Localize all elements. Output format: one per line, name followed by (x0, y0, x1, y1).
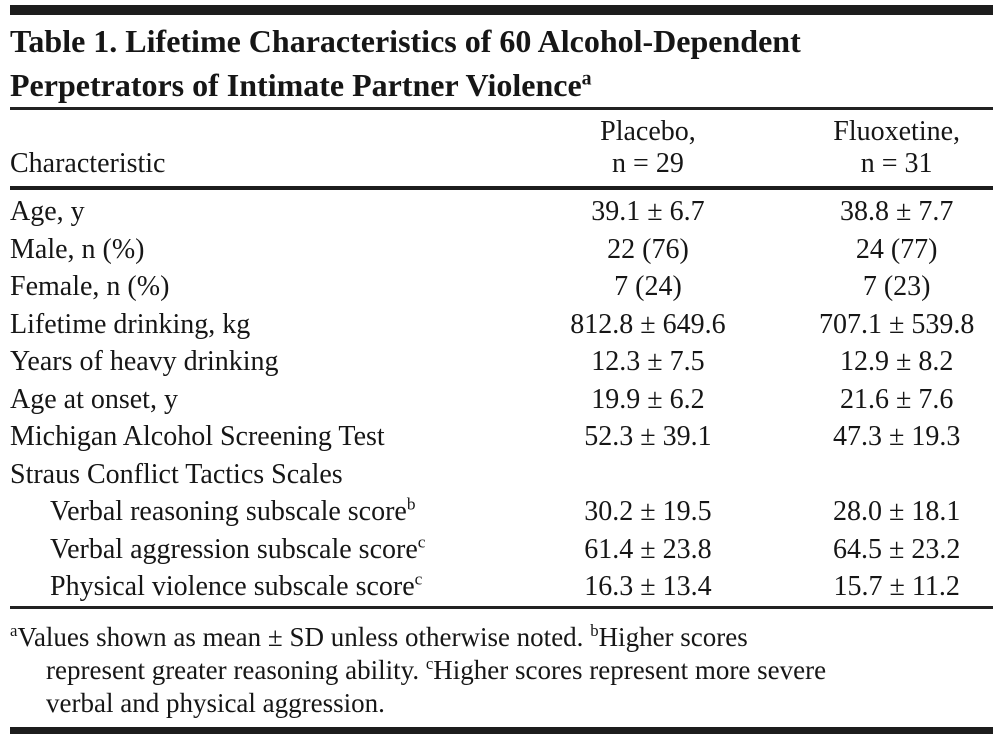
footnote-text: Higher scores represent more severe (433, 654, 827, 685)
bottom-rule (10, 727, 993, 734)
placebo-value-cell: 16.3 ± 13.4 (584, 571, 712, 602)
table-row (10, 456, 993, 494)
column-header-fluoxetine (800, 110, 993, 188)
table-row (10, 531, 993, 569)
row-label (10, 231, 496, 269)
placebo-value-cell: 19.9 ± 6.2 (591, 383, 705, 415)
placebo-value-cell: 812.8 ± 649.6 (570, 308, 726, 340)
placebo-header-n: n = 29 (612, 148, 684, 179)
fluoxetine-value-cell (800, 456, 993, 494)
row-label-text: Verbal reasoning subscale score (50, 496, 407, 527)
placebo-value-cell: 22 (76) (607, 233, 689, 265)
table-row (10, 418, 993, 456)
fluoxetine-value-cell: 64.5 ± 23.2 (832, 533, 961, 565)
row-label-text: Age at onset, y (10, 383, 178, 415)
fluoxetine-value-cell: 15.7 ± 11.2 (833, 571, 960, 602)
fluoxetine-value-cell: 47.3 ± 19.3 (832, 421, 961, 452)
fluoxetine-value-cell: 24 (77) (855, 233, 938, 265)
table-title-line-2-text: Perpetrators of Intimate Partner Violence (10, 67, 582, 103)
row-label-text: Michigan Alcohol Screening Test (10, 421, 385, 452)
table-footnote (10, 609, 993, 720)
table-row (10, 306, 993, 344)
row-label (10, 493, 496, 531)
column-header-characteristic: Characteristic (10, 110, 496, 188)
row-label-text: Female, n (%) (10, 271, 170, 302)
fluoxetine-header-label: Fluoxetine, (833, 116, 961, 147)
placebo-value-cell: 61.4 ± 23.8 (584, 533, 712, 565)
table-title-line-1: Table 1. Lifetime Characteristics of 60 Alcohol-Dependent (10, 23, 801, 59)
footnote-marker: c (425, 653, 434, 673)
row-label (10, 568, 496, 607)
footnote-text: verbal and physical aggression. (46, 687, 385, 718)
row-label-text: Years of heavy drinking (10, 346, 279, 377)
placebo-value-cell: 52.3 ± 39.1 (584, 421, 712, 452)
row-label-text: Lifetime drinking, kg (10, 308, 251, 340)
footnote-line (10, 687, 993, 720)
row-label (10, 418, 496, 456)
footnote-marker: a (10, 620, 18, 640)
row-label (10, 188, 496, 231)
table-row (10, 188, 993, 231)
fluoxetine-value-cell: 21.6 ± 7.6 (839, 383, 954, 415)
row-footnote-marker: b (406, 494, 416, 514)
placebo-value-cell: 7 (24) (614, 271, 682, 302)
table-title-line-2 (10, 63, 993, 107)
footnote-text: represent greater reasoning ability. (46, 654, 426, 685)
title-footnote-marker: a (581, 67, 592, 90)
placebo-value-cell: 39.1 ± 6.7 (591, 196, 705, 227)
top-rule (10, 5, 993, 15)
row-label-text: Physical violence subscale score (50, 571, 415, 602)
row-label (10, 456, 496, 494)
row-label-text: Straus Conflict Tactics Scales (10, 458, 343, 490)
row-label (10, 343, 496, 381)
column-header-placebo (496, 110, 801, 188)
row-label (10, 531, 496, 569)
table-title (10, 19, 993, 110)
table-row (10, 268, 993, 306)
fluoxetine-value-cell: 28.0 ± 18.1 (832, 496, 961, 527)
footnote-line (10, 654, 993, 687)
fluoxetine-value-cell: 7 (23) (862, 271, 931, 302)
row-label (10, 268, 496, 306)
header-row (10, 110, 993, 188)
fluoxetine-value-cell: 12.9 ± 8.2 (839, 346, 954, 377)
row-label (10, 381, 496, 419)
fluoxetine-value-cell: 38.8 ± 7.7 (839, 196, 954, 227)
table-row (10, 231, 993, 269)
fluoxetine-value-cell: 707.1 ± 539.8 (818, 308, 975, 340)
placebo-value-cell: 12.3 ± 7.5 (591, 346, 705, 377)
placebo-value-cell (496, 456, 801, 494)
placebo-header-label: Placebo, (600, 116, 696, 147)
footnote-marker: b (590, 620, 599, 640)
row-label-text: Male, n (%) (10, 233, 145, 265)
table-row (10, 493, 993, 531)
footnote-text: Values shown as mean ± SD unless otherwise noted. (17, 621, 591, 652)
row-label-text: Age, y (10, 196, 85, 227)
table-row (10, 568, 993, 607)
row-label (10, 306, 496, 344)
row-label-text: Verbal aggression subscale score (50, 533, 418, 565)
characteristics-table (10, 110, 993, 609)
row-footnote-marker: c (414, 569, 423, 589)
table-row (10, 381, 993, 419)
footnote-line (10, 621, 993, 654)
table-row (10, 343, 993, 381)
table-body (10, 188, 993, 607)
fluoxetine-header-n: n = 31 (860, 148, 933, 179)
row-footnote-marker: c (417, 532, 426, 552)
footnote-text: Higher scores (598, 621, 748, 652)
placebo-value-cell: 30.2 ± 19.5 (584, 496, 712, 527)
